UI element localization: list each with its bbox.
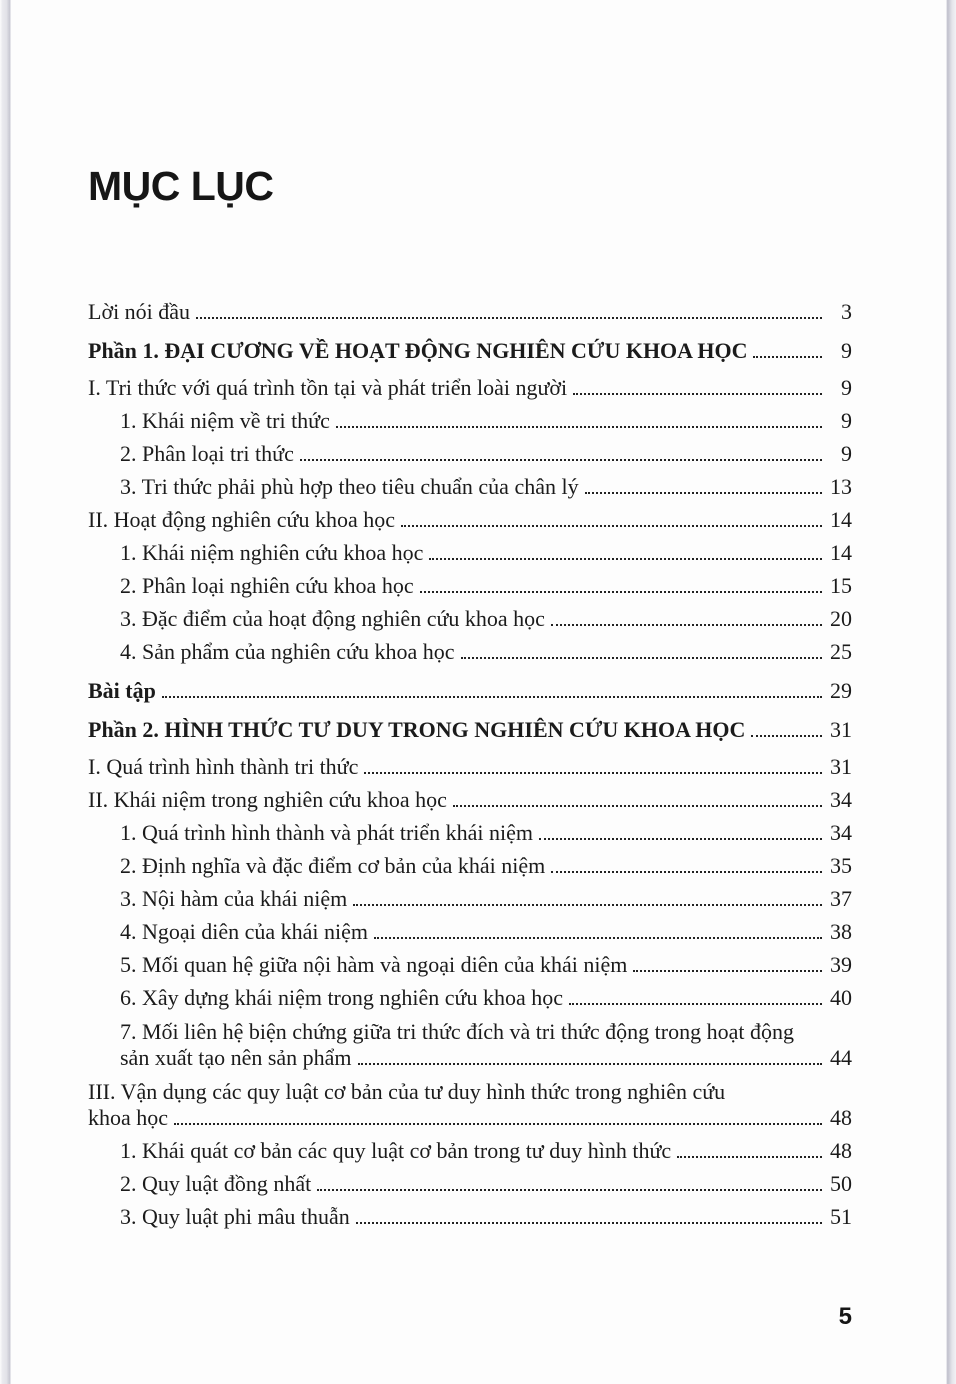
toc-entry-label: II. Hoạt động nghiên cứu khoa học	[88, 507, 396, 532]
toc-dot-leader	[539, 838, 822, 840]
toc-entry-page: 37	[830, 886, 852, 911]
toc-entry	[88, 606, 852, 631]
toc-entry	[88, 408, 852, 433]
toc-entry	[88, 299, 852, 324]
toc-entry-label: 1. Khái niệm về tri thức	[120, 408, 330, 433]
toc-dot-leader	[569, 1003, 822, 1005]
toc-entry	[88, 820, 852, 845]
toc-entry	[88, 441, 852, 466]
toc-entry-label: 3. Đặc điểm của hoạt động nghiên cứu khoa học	[120, 606, 545, 631]
toc-dot-leader	[753, 356, 822, 358]
toc-entry-label: 7. Mối liên hệ biện chứng giữa tri thức đích và tri thức động trong hoạt động	[120, 1019, 794, 1044]
toc-entry-row	[120, 639, 852, 664]
toc-entry	[88, 540, 852, 565]
toc-entry	[88, 1138, 852, 1163]
toc-entry-label: 3. Quy luật phi mâu thuẫn	[120, 1204, 350, 1229]
toc-entry-page: 39	[830, 952, 852, 977]
toc-list	[88, 299, 852, 1229]
toc-entry	[88, 886, 852, 911]
toc-entry-label: II. Khái niệm trong nghiên cứu khoa học	[88, 787, 447, 812]
toc-entry-row	[88, 678, 852, 703]
toc-entry-label: Phần 1. ĐẠI CƯƠNG VỀ HOẠT ĐỘNG NGHIÊN CỨU KHOA HỌC	[88, 338, 748, 363]
toc-entry-row	[88, 299, 852, 324]
toc-entry	[88, 573, 852, 598]
toc-entry-row	[88, 754, 852, 779]
toc-entry-row	[120, 540, 852, 565]
toc-dot-leader	[453, 805, 822, 807]
toc-entry	[88, 1171, 852, 1196]
toc-entry-row	[120, 886, 852, 911]
toc-dot-leader	[162, 696, 822, 698]
toc-entry-row	[88, 338, 852, 363]
toc-entry-page: 48	[830, 1105, 852, 1130]
toc-entry-label: sản xuất tạo nên sản phẩm	[120, 1045, 352, 1070]
toc-dot-leader	[356, 1222, 822, 1224]
toc-entry-page: 48	[830, 1138, 852, 1163]
toc-entry	[88, 678, 852, 703]
toc-dot-leader	[585, 492, 822, 494]
toc-entry-label: I. Tri thức với quá trình tồn tại và phát triển loài người	[88, 375, 568, 400]
toc-entry-page: 44	[830, 1045, 852, 1070]
toc-entry	[88, 787, 852, 812]
toc-entry-page: 35	[830, 853, 852, 878]
toc-entry-page: 9	[841, 441, 852, 466]
toc-entry-label: I. Quá trình hình thành tri thức	[88, 754, 359, 779]
toc-entry-label: khoa học	[88, 1105, 169, 1130]
toc-entry-label: 2. Phân loại tri thức	[120, 441, 294, 466]
toc-entry-label: 3. Tri thức phải phù hợp theo tiêu chuẩn của chân lý	[120, 474, 579, 499]
toc-dot-leader	[573, 393, 822, 395]
toc-dot-leader	[374, 937, 822, 939]
toc-entry-label: 1. Khái quát cơ bản các quy luật cơ bản trong tư duy hình thức	[120, 1138, 672, 1163]
toc-dot-leader	[358, 1063, 822, 1065]
toc-entry-row	[120, 1171, 852, 1196]
toc-entry-page: 40	[830, 985, 852, 1010]
toc-entry-page: 34	[830, 787, 852, 812]
toc-entry-row	[88, 507, 852, 532]
toc-entry-row	[120, 441, 852, 466]
toc-entry-page: 3	[841, 299, 852, 324]
toc-entry-row	[120, 820, 852, 845]
toc-entry-label: 5. Mối quan hệ giữa nội hàm và ngoại diên của khái niệm	[120, 952, 628, 977]
toc-dot-leader	[429, 558, 822, 560]
toc-content	[88, 0, 852, 1237]
toc-entry-page: 51	[830, 1204, 852, 1229]
toc-entry-page: 50	[830, 1171, 852, 1196]
toc-dot-leader	[420, 591, 822, 593]
toc-dot-leader	[300, 459, 822, 461]
toc-dot-leader	[174, 1123, 822, 1125]
toc-entry-row	[120, 573, 852, 598]
toc-entry-row	[120, 952, 852, 977]
toc-entry	[88, 754, 852, 779]
toc-entry-row	[88, 787, 852, 812]
toc-entry-page: 9	[841, 408, 852, 433]
page-title: MỤC LỤC	[88, 163, 274, 209]
page-edge-right	[946, 0, 956, 1384]
toc-entry	[88, 375, 852, 400]
toc-entry	[88, 639, 852, 664]
toc-entry	[88, 919, 852, 944]
toc-entry-page: 14	[830, 540, 852, 565]
toc-entry-page: 31	[830, 717, 852, 742]
toc-dot-leader	[551, 624, 822, 626]
toc-entry-label: 2. Định nghĩa và đặc điểm cơ bản của khái niệm	[120, 853, 546, 878]
toc-entry-label: Lời nói đầu	[88, 299, 191, 324]
toc-entry-page: 20	[830, 606, 852, 631]
toc-entry	[88, 985, 852, 1010]
toc-entry-page: 29	[830, 678, 852, 703]
toc-entry-row	[120, 985, 852, 1010]
toc-entry-page: 38	[830, 919, 852, 944]
toc-entry-label: 1. Quá trình hình thành và phát triển khái niệm	[120, 820, 534, 845]
toc-entry-page: 15	[830, 573, 852, 598]
toc-entry-page: 31	[830, 754, 852, 779]
toc-entry-page: 25	[830, 639, 852, 664]
toc-entry	[88, 717, 852, 742]
toc-entry-row	[120, 1204, 852, 1229]
toc-entry	[88, 1078, 852, 1130]
toc-dot-leader	[633, 970, 822, 972]
toc-entry	[88, 853, 852, 878]
toc-dot-leader	[461, 657, 822, 659]
toc-entry	[88, 474, 852, 499]
toc-entry-page: 14	[830, 507, 852, 532]
toc-entry-label: 4. Ngoại diên của khái niệm	[120, 919, 369, 944]
toc-entry-label: Phần 2. HÌNH THỨC TƯ DUY TRONG NGHIÊN CỨU KHOA HỌC	[88, 717, 746, 742]
toc-dot-leader	[677, 1156, 822, 1158]
toc-entry	[88, 338, 852, 363]
toc-dot-leader	[353, 904, 822, 906]
toc-entry-label: 6. Xây dựng khái niệm trong nghiên cứu khoa học	[120, 985, 563, 1010]
toc-entry-row	[120, 1045, 852, 1070]
toc-entry-row	[88, 1105, 852, 1130]
page-number: 5	[838, 1303, 852, 1330]
toc-entry-row	[120, 853, 852, 878]
toc-entry-row	[120, 606, 852, 631]
toc-entry-label: 2. Quy luật đồng nhất	[120, 1171, 312, 1196]
toc-entry-page: 9	[841, 375, 852, 400]
page-edge-left	[0, 0, 11, 1384]
toc-dot-leader	[364, 772, 822, 774]
toc-entry-row	[88, 717, 852, 742]
toc-entry	[88, 507, 852, 532]
toc-entry-label: 4. Sản phẩm của nghiên cứu khoa học	[120, 639, 455, 664]
toc-entry-row	[120, 474, 852, 499]
toc-dot-leader	[401, 525, 822, 527]
toc-entry-label: 3. Nội hàm của khái niệm	[120, 886, 348, 911]
toc-dot-leader	[336, 426, 822, 428]
toc-dot-leader	[196, 317, 822, 319]
toc-entry	[88, 1018, 852, 1070]
toc-entry-page: 34	[830, 820, 852, 845]
toc-entry-label: Bài tập	[88, 678, 156, 703]
toc-entry-label: III. Vận dụng các quy luật cơ bản của tư duy hình thức trong nghiên cứu	[88, 1079, 726, 1104]
toc-entry-label: 1. Khái niệm nghiên cứu khoa học	[120, 540, 424, 565]
toc-entry-page: 9	[841, 338, 852, 363]
toc-entry-row	[120, 408, 852, 433]
toc-entry-label: 2. Phân loại nghiên cứu khoa học	[120, 573, 414, 598]
toc-entry-row	[88, 375, 852, 400]
toc-dot-leader	[317, 1189, 822, 1191]
toc-entry-row	[120, 919, 852, 944]
toc-entry	[88, 952, 852, 977]
toc-entry-page: 13	[830, 474, 852, 499]
toc-entry-row	[120, 1138, 852, 1163]
toc-entry	[88, 1204, 852, 1229]
toc-dot-leader	[551, 871, 822, 873]
toc-dot-leader	[751, 735, 822, 737]
